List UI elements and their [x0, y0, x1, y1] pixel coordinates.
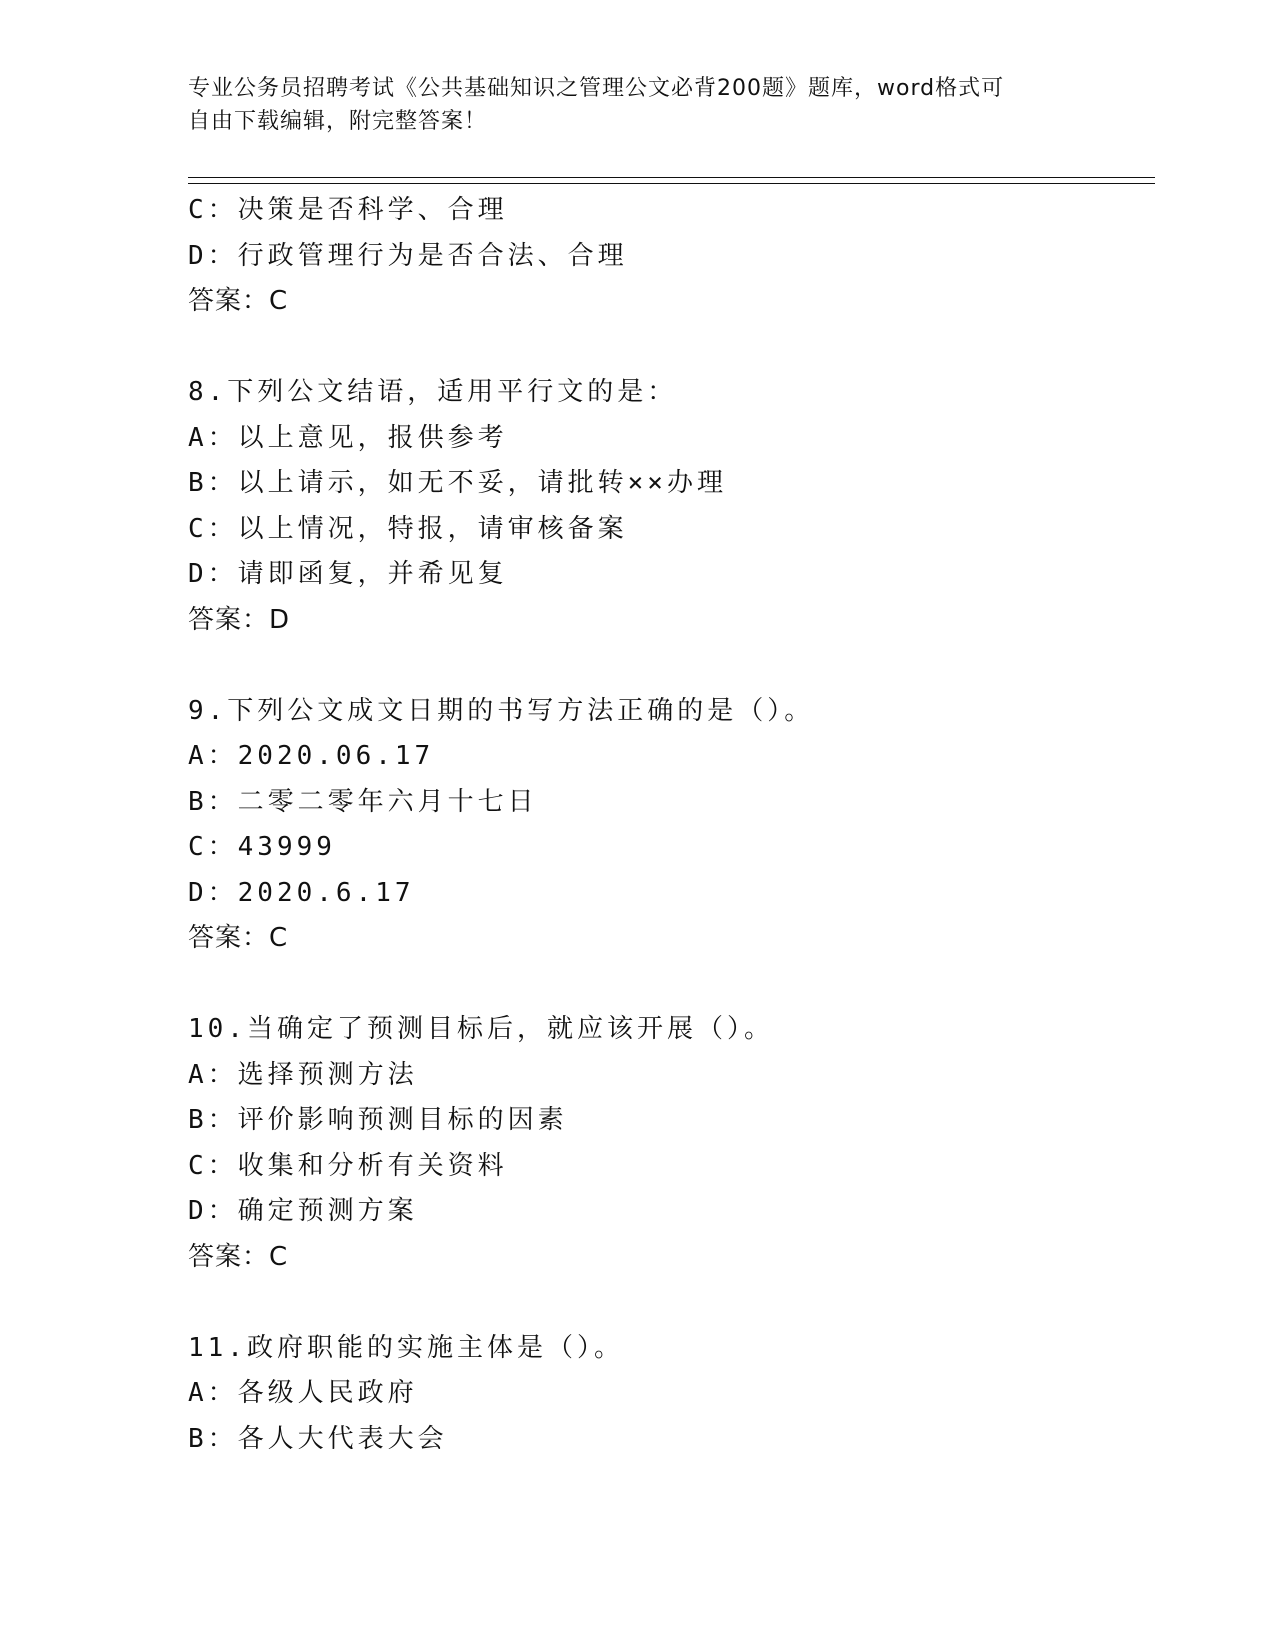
- question-list: [188, 188, 1155, 1462]
- option-c: C：决策是否科学、合理: [188, 195, 508, 225]
- option-d: D：确定预测方案: [188, 1196, 418, 1226]
- spacer: [188, 962, 1155, 1008]
- question-stem: 11.政府职能的实施主体是（）。: [188, 1332, 624, 1363]
- question-stem: 8.下列公文结语，适用平行文的是：: [188, 377, 678, 407]
- question-11: [188, 1326, 1155, 1463]
- question-7-tail: [188, 188, 1155, 325]
- option-a: A：各级人民政府: [188, 1378, 418, 1408]
- header-divider-bottom: [188, 183, 1155, 184]
- spacer: [188, 643, 1155, 689]
- option-d: D：行政管理行为是否合法、合理: [188, 240, 628, 271]
- option-d: D：2020.6.17: [188, 877, 415, 908]
- option-b: B：各人大代表大会: [188, 1423, 448, 1454]
- header-line-2: 自由下载编辑，附完整答案！: [188, 109, 488, 134]
- question-8: [188, 370, 1155, 643]
- header-line-1: 专业公务员招聘考试《公共基础知识之管理公文必背200题》题库，word格式可: [188, 76, 1005, 101]
- option-c: C：43999: [188, 832, 336, 862]
- option-b: B：二零二零年六月十七日: [188, 786, 538, 817]
- question-stem: 10.当确定了预测目标后，就应该开展（）。: [188, 1014, 774, 1044]
- option-b: B：以上请示，如无不妥，请批转××办理: [188, 468, 727, 498]
- document-header: [188, 72, 1088, 138]
- question-10: [188, 1007, 1155, 1280]
- option-d: D：请即函复，并希见复: [188, 559, 508, 589]
- answer: 答案：C: [188, 923, 289, 953]
- answer: 答案：C: [188, 286, 289, 316]
- answer: 答案：D: [188, 604, 291, 635]
- option-a: A：以上意见，报供参考: [188, 422, 508, 453]
- spacer: [188, 325, 1155, 371]
- answer: 答案：C: [188, 1241, 289, 1272]
- option-c: C：以上情况，特报，请审核备案: [188, 513, 628, 544]
- option-a: A：2020.06.17: [188, 741, 435, 771]
- option-c: C：收集和分析有关资料: [188, 1150, 508, 1181]
- question-9: [188, 689, 1155, 962]
- question-stem: 9.下列公文成文日期的书写方法正确的是（）。: [188, 695, 815, 726]
- option-b: B：评价影响预测目标的因素: [188, 1105, 568, 1135]
- spacer: [188, 1280, 1155, 1326]
- option-a: A：选择预测方法: [188, 1059, 418, 1090]
- header-divider-top: [188, 177, 1155, 178]
